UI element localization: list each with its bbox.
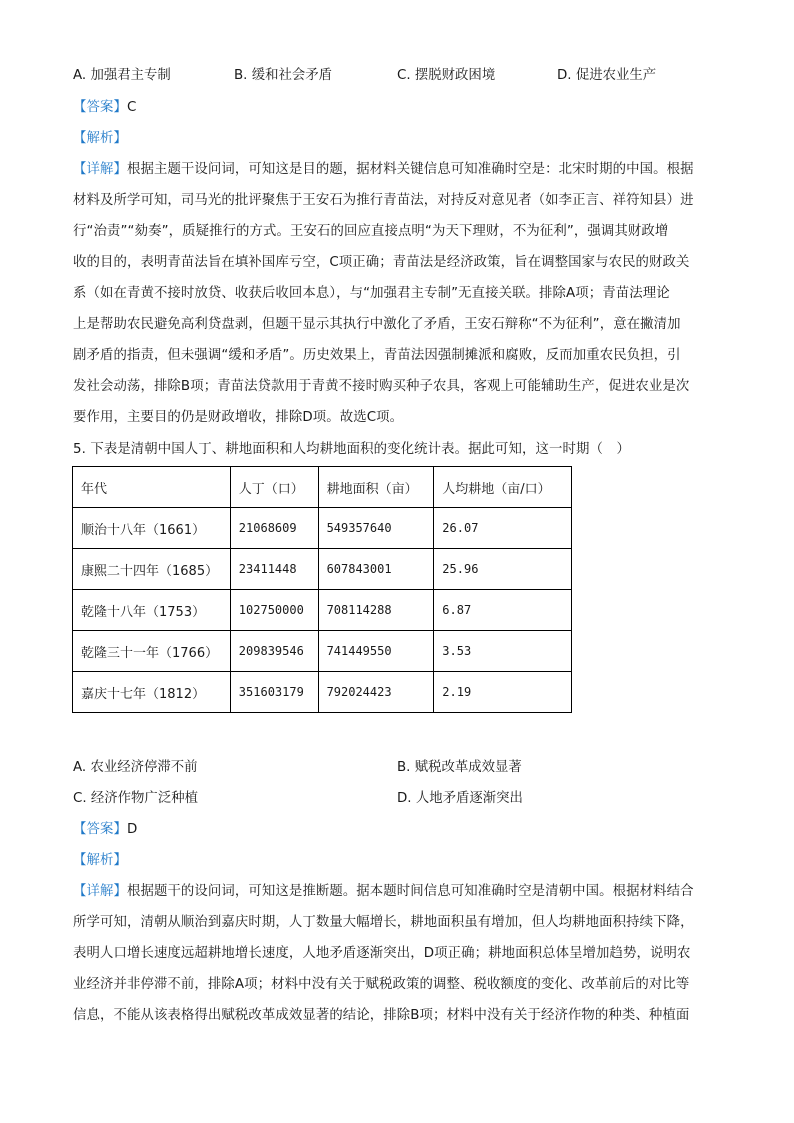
q5-statistics-table [72, 466, 572, 713]
analysis-tag: 【解析】 [73, 131, 127, 146]
table-cell: 21068609 [230, 508, 318, 549]
table-cell: 乾隆十八年（1753） [73, 590, 231, 631]
table-header-cell: 耕地面积（亩） [318, 467, 434, 508]
table-cell: 708114288 [318, 590, 434, 631]
table-row [73, 590, 572, 631]
q4-detail-line: 收的目的，表明青苗法旨在填补国库亏空，C项正确；青苗法是经济政策，旨在调整国家与农民的财政关 [73, 255, 690, 270]
q5-analysis-heading [73, 851, 723, 871]
detail-tag: 【详解】 [73, 884, 127, 899]
detail-tag: 【详解】 [73, 162, 127, 177]
table-cell: 康熙二十四年（1685） [73, 549, 231, 590]
table-cell: 102750000 [230, 590, 318, 631]
table-cell: 792024423 [318, 672, 434, 713]
q4-analysis-heading [73, 129, 723, 149]
q4-answer [73, 98, 723, 118]
q4-detail-line: 【详解】根据主题干设问词，可知这是目的题，据材料关键信息可知准确时空是：北宋时期的中国。根据 [73, 162, 694, 177]
table-cell: 549357640 [318, 508, 434, 549]
q5-detail-line: 信息，不能从该表格得出赋税改革成效显著的结论，排除B项；材料中没有关于经济作物的种类、种植面 [73, 1008, 690, 1023]
q5-option-b: B. 赋税改革成效显著 [397, 760, 522, 775]
q5-stem: 5. 下表是清朝中国人丁、耕地面积和人均耕地面积的变化统计表。据此可知，这一时期（ ） [73, 442, 630, 457]
table-cell: 6.87 [434, 590, 572, 631]
table-cell: 351603179 [230, 672, 318, 713]
table-header-cell: 年代 [73, 467, 231, 508]
q4-option-b: B. 缓和社会矛盾 [234, 68, 333, 83]
q4-detail-line: 上是帮助农民避免高利贷盘剥，但题干显示其执行中激化了矛盾，王安石辩称“不为征利”，意在撇清加 [73, 317, 681, 332]
table-header-row [73, 467, 572, 508]
table-row [73, 672, 572, 713]
q4-detail-line: 材料及所学可知，司马光的批评聚焦于王安石为推行青苗法，对持反对意见者（如李正言、祥符知县）进 [73, 193, 694, 208]
q4-detail-line: 发社会动荡，排除B项；青苗法贷款用于青黄不接时购买种子农具，客观上可能辅助生产，促进农业是次 [73, 379, 690, 394]
q4-detail-line: 剧矛盾的指责，但未强调“缓和矛盾”。历史效果上，青苗法因强制摊派和腐败，反而加重农民负担，引 [73, 348, 681, 363]
table-cell: 25.96 [434, 549, 572, 590]
q4-option-a: A. 加强君主专制 [73, 68, 171, 83]
table-row [73, 549, 572, 590]
table-cell: 26.07 [434, 508, 572, 549]
q5-answer [73, 820, 723, 840]
table-cell: 2.19 [434, 672, 572, 713]
table-cell: 607843001 [318, 549, 434, 590]
table-row [73, 508, 572, 549]
table-cell: 嘉庆十七年（1812） [73, 672, 231, 713]
q5-option-c: C. 经济作物广泛种植 [73, 791, 198, 806]
table-cell: 乾隆三十一年（1766） [73, 631, 231, 672]
q4-detail-line: 要作用，主要目的仍是财政增收，排除D项。故选C项。 [73, 410, 404, 425]
q4-option-d: D. 促进农业生产 [557, 68, 657, 83]
table-header-cell: 人丁（口） [230, 467, 318, 508]
answer-value: D [126, 822, 138, 837]
answer-value: C [126, 100, 137, 115]
q4-detail-line: 系（如在青黄不接时放贷、收获后收回本息），与“加强君主专制”无直接关联。排除A项；青苗法理论 [73, 286, 670, 301]
table-cell: 209839546 [230, 631, 318, 672]
table-header-cell: 人均耕地（亩/口） [434, 467, 572, 508]
table-row [73, 631, 572, 672]
table-cell: 741449550 [318, 631, 434, 672]
q5-detail-line: 表明人口增长速度远超耕地增长速度，人地矛盾逐渐突出，D项正确；耕地面积总体呈增加趋势，说明农 [73, 946, 691, 961]
q5-detail-line: 业经济并非停滞不前，排除A项；材料中没有关于赋税政策的调整、税收额度的变化、改革前后的对比等 [73, 977, 690, 992]
table-cell: 3.53 [434, 631, 572, 672]
q4-detail-line: 行“治责”“劾奏”，质疑推行的方式。王安石的回应直接点明“为天下理财，不为征利”，强调其财政增 [73, 224, 669, 239]
q4-option-c: C. 摆脱财政困境 [397, 68, 496, 83]
q5-option-d: D. 人地矛盾逐渐突出 [397, 791, 523, 806]
table-cell: 顺治十八年（1661） [73, 508, 231, 549]
analysis-tag: 【解析】 [73, 853, 127, 868]
q5-detail-line: 所学可知，清朝从顺治到嘉庆时期，人丁数量大幅增长，耕地面积虽有增加，但人均耕地面积持续下降， [73, 915, 694, 930]
table-cell: 23411448 [230, 549, 318, 590]
answer-tag: 【答案】 [73, 100, 127, 115]
answer-tag: 【答案】 [73, 822, 127, 837]
q5-detail-line: 【详解】根据题干的设问词，可知这是推断题。据本题时间信息可知准确时空是清朝中国。根据材料结合 [73, 884, 694, 899]
q5-option-a: A. 农业经济停滞不前 [73, 760, 198, 775]
